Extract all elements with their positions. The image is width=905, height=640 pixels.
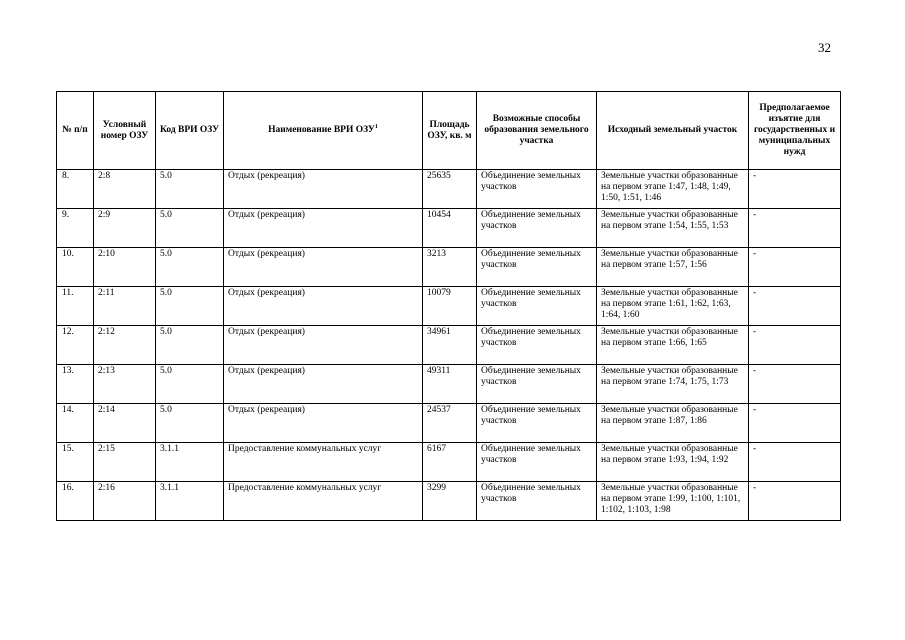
- cell-vri-name: Отдых (рекреация): [224, 287, 423, 326]
- cell-code: 2:12: [94, 326, 156, 365]
- cell-code: 2:13: [94, 365, 156, 404]
- footnote-marker: 1: [374, 123, 378, 130]
- cell-code: 2:16: [94, 482, 156, 521]
- cell-vri-code: 5.0: [156, 287, 224, 326]
- cell-num: 9.: [57, 209, 94, 248]
- cell-vri-code: 3.1.1: [156, 443, 224, 482]
- table-body: [57, 170, 841, 521]
- header-methods: Возможные способы образования земельного участка: [477, 92, 597, 170]
- cell-area: 10079: [423, 287, 477, 326]
- cell-method: Объединение земельных участков: [477, 248, 597, 287]
- cell-area: 34961: [423, 326, 477, 365]
- cell-area: 3299: [423, 482, 477, 521]
- cell-num: 11.: [57, 287, 94, 326]
- cell-source: Земельные участки образованные на первом этапе 1:87, 1:86: [597, 404, 749, 443]
- cell-code: 2:10: [94, 248, 156, 287]
- cell-seizure: -: [749, 404, 841, 443]
- cell-seizure: -: [749, 443, 841, 482]
- cell-source: Земельные участки образованные на первом этапе 1:61, 1:62, 1:63, 1:64, 1:60: [597, 287, 749, 326]
- cell-code: 2:11: [94, 287, 156, 326]
- cell-vri-name: Отдых (рекреация): [224, 248, 423, 287]
- header-seizure: Предполагаемое изъятие для государственных и муниципальных нужд: [749, 92, 841, 170]
- cell-vri-name: Предоставление коммунальных услуг: [224, 443, 423, 482]
- cell-code: 2:8: [94, 170, 156, 209]
- cell-vri-code: 5.0: [156, 365, 224, 404]
- cell-source: Земельные участки образованные на первом этапе 1:54, 1:55, 1:53: [597, 209, 749, 248]
- cell-vri-name: Отдых (рекреация): [224, 209, 423, 248]
- page-number: 32: [818, 40, 831, 55]
- cell-method: Объединение земельных участков: [477, 326, 597, 365]
- cell-vri-code: 5.0: [156, 404, 224, 443]
- cell-method: Объединение земельных участков: [477, 443, 597, 482]
- cell-source: Земельные участки образованные на первом этапе 1:57, 1:56: [597, 248, 749, 287]
- cell-vri-code: 5.0: [156, 326, 224, 365]
- cell-area: 6167: [423, 443, 477, 482]
- cell-num: 15.: [57, 443, 94, 482]
- cell-source: Земельные участки образованные на первом этапе 1:66, 1:65: [597, 326, 749, 365]
- cell-seizure: -: [749, 209, 841, 248]
- header-num: № п/п: [57, 92, 94, 170]
- header-source: Исходный земельный участок: [597, 92, 749, 170]
- header-vri-name: [224, 92, 423, 170]
- cell-num: 8.: [57, 170, 94, 209]
- cell-num: 14.: [57, 404, 94, 443]
- table-row: [57, 170, 841, 209]
- cell-seizure: -: [749, 287, 841, 326]
- cell-seizure: -: [749, 326, 841, 365]
- cell-vri-name: Отдых (рекреация): [224, 326, 423, 365]
- cell-source: Земельные участки образованные на первом этапе 1:99, 1:100, 1:101, 1:102, 1:103, 1:98: [597, 482, 749, 521]
- cell-code: 2:9: [94, 209, 156, 248]
- cell-area: 10454: [423, 209, 477, 248]
- cell-num: 10.: [57, 248, 94, 287]
- cell-vri-code: 5.0: [156, 209, 224, 248]
- cell-area: 25635: [423, 170, 477, 209]
- cell-vri-name: Отдых (рекреация): [224, 170, 423, 209]
- cell-area: 3213: [423, 248, 477, 287]
- header-vri-code: Код ВРИ ОЗУ: [156, 92, 224, 170]
- cell-method: Объединение земельных участков: [477, 365, 597, 404]
- cell-area: 24537: [423, 404, 477, 443]
- cell-method: Объединение земельных участков: [477, 170, 597, 209]
- cell-method: Объединение земельных участков: [477, 482, 597, 521]
- header-vri-name-label: Наименование ВРИ ОЗУ: [268, 125, 375, 135]
- cell-vri-name: Отдых (рекреация): [224, 404, 423, 443]
- table-row: [57, 404, 841, 443]
- cell-source: Земельные участки образованные на первом этапе 1:74, 1:75, 1:73: [597, 365, 749, 404]
- cell-source: Земельные участки образованные на первом этапе 1:93, 1:94, 1:92: [597, 443, 749, 482]
- cell-seizure: -: [749, 365, 841, 404]
- cell-area: 49311: [423, 365, 477, 404]
- cell-method: Объединение земельных участков: [477, 209, 597, 248]
- cell-vri-code: 3.1.1: [156, 482, 224, 521]
- table-row: [57, 287, 841, 326]
- cell-seizure: -: [749, 248, 841, 287]
- cell-seizure: -: [749, 170, 841, 209]
- table-header-row: [57, 92, 841, 170]
- cell-seizure: -: [749, 482, 841, 521]
- cell-vri-name: Отдых (рекреация): [224, 365, 423, 404]
- table-row: [57, 443, 841, 482]
- cell-method: Объединение земельных участков: [477, 287, 597, 326]
- table-row: [57, 365, 841, 404]
- cell-num: 13.: [57, 365, 94, 404]
- cell-vri-code: 5.0: [156, 170, 224, 209]
- table-row: [57, 326, 841, 365]
- land-plots-table: [56, 91, 841, 521]
- header-area: Площадь ОЗУ, кв. м: [423, 92, 477, 170]
- cell-vri-code: 5.0: [156, 248, 224, 287]
- cell-num: 16.: [57, 482, 94, 521]
- cell-num: 12.: [57, 326, 94, 365]
- header-code: Условный номер ОЗУ: [94, 92, 156, 170]
- cell-code: 2:14: [94, 404, 156, 443]
- cell-vri-name: Предоставление коммунальных услуг: [224, 482, 423, 521]
- cell-source: Земельные участки образованные на первом этапе 1:47, 1:48, 1:49, 1:50, 1:51, 1:46: [597, 170, 749, 209]
- table-row: [57, 482, 841, 521]
- cell-method: Объединение земельных участков: [477, 404, 597, 443]
- cell-code: 2:15: [94, 443, 156, 482]
- table-row: [57, 209, 841, 248]
- table-row: [57, 248, 841, 287]
